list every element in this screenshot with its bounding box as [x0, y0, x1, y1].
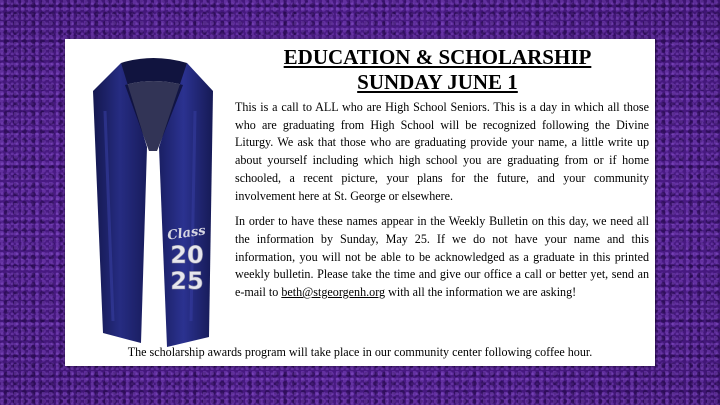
paragraph-call-to-seniors: This is a call to ALL who are High School Seniors. This is a day in which all those who are graduating from High School will be recognized following the Divine Liturgy. We ask that those who are graduating provide your name, a little write up about yourself including which high school you are graduating from or if home schooled, a recent picture, your plans for the future, and your community involvement here at St. George or elsewhere. — [235, 100, 649, 203]
stole-year-bottom-text: 25 — [170, 267, 204, 295]
graduation-stole-image — [83, 51, 223, 359]
paragraph-bulletin-text: In order to have these names appear in the Weekly Bulletin on this day, we need all the information by Sunday, May 25. If we do not have your name and this information, you will not be able to be acknowledged as a graduate in this printed weekly bulletin. Please take the time and give our office a call or better yet, send an e-mail to — [235, 214, 649, 300]
title-line-1: EDUCATION & SCHOLARSHIP — [283, 45, 592, 69]
paragraph-bulletin-closing: with all the information we are asking! — [385, 285, 577, 300]
title-line-2: SUNDAY JUNE 1 — [357, 70, 518, 94]
announcement-flyer — [65, 39, 655, 366]
stole-class-text: Class — [166, 223, 207, 244]
stole-year-top-text: 20 — [170, 241, 204, 269]
flyer-title — [235, 45, 640, 95]
flyer-body — [235, 99, 649, 310]
paragraph-bulletin-deadline — [235, 213, 649, 302]
email-link[interactable]: beth@stgeorgenh.org — [281, 285, 386, 300]
scholarship-footer-note: The scholarship awards program will take place in our community center following coffee hour. — [127, 345, 593, 359]
